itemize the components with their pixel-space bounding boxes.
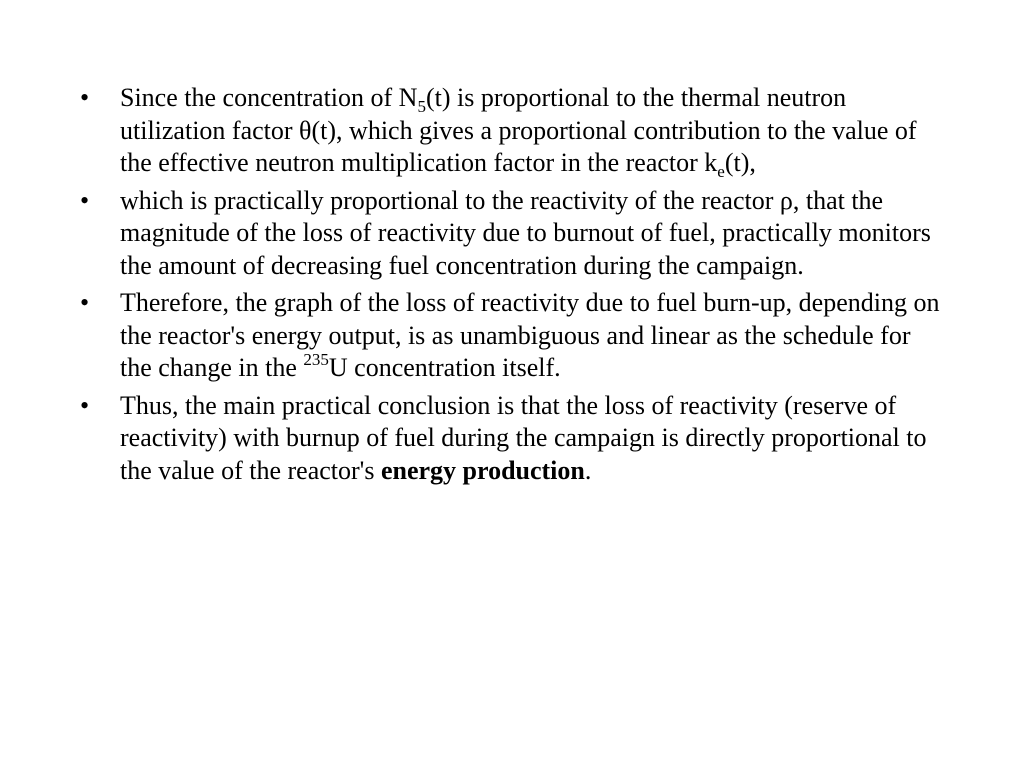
bullet-text [120, 288, 939, 382]
bullet-item [80, 287, 940, 385]
bullet-item [80, 185, 940, 283]
bullet-text-run: Thus, the main practical conclusion is that the loss of reactivity (reserve of reactivity) with burnup of fuel during the campaign is directly proportional to the value of the reactor's [120, 390, 927, 485]
bullet-item [80, 82, 940, 180]
bullet-dot-icon: • [80, 83, 90, 112]
bullet-dot-icon: • [80, 185, 90, 215]
bullet-text-run: (t) is proportional to the thermal neutron utilization factor θ(t), which gives a proportional contribution to the value of the effective neutron multiplication factor in the reactor k [120, 83, 917, 177]
bullet-dot-icon: • [80, 390, 90, 420]
bullet-text-run: U concentration itself. [328, 353, 561, 382]
bullet-text-run: which is practically proportional to the reactivity of the reactor ρ, that the magnitude of the loss of reactivity due to burnout of fuel, practically monitors the amount of decreasing fuel concentration during the campaign. [120, 185, 931, 280]
bullet-text-run: Therefore, the graph of the loss of reactivity due to fuel burn-up, depending on the reactor's energy output, is as unambiguous and linear as the schedule for the change in the [120, 288, 940, 382]
subscript: 5 [417, 97, 426, 116]
bullet-text [120, 83, 917, 181]
bullet-text-run: Since the concentration of N [120, 83, 418, 112]
superscript: 235 [303, 350, 329, 369]
bullet-text-run: (t), [724, 148, 756, 177]
bullet-text [120, 186, 931, 280]
bullet-text-run: . [584, 455, 592, 485]
subscript: e [717, 162, 725, 181]
bullet-item [80, 390, 940, 488]
bullet-list [80, 82, 940, 492]
bullet-text [120, 391, 927, 485]
bold-text: energy production [380, 455, 585, 485]
bullet-dot-icon: • [80, 288, 90, 317]
